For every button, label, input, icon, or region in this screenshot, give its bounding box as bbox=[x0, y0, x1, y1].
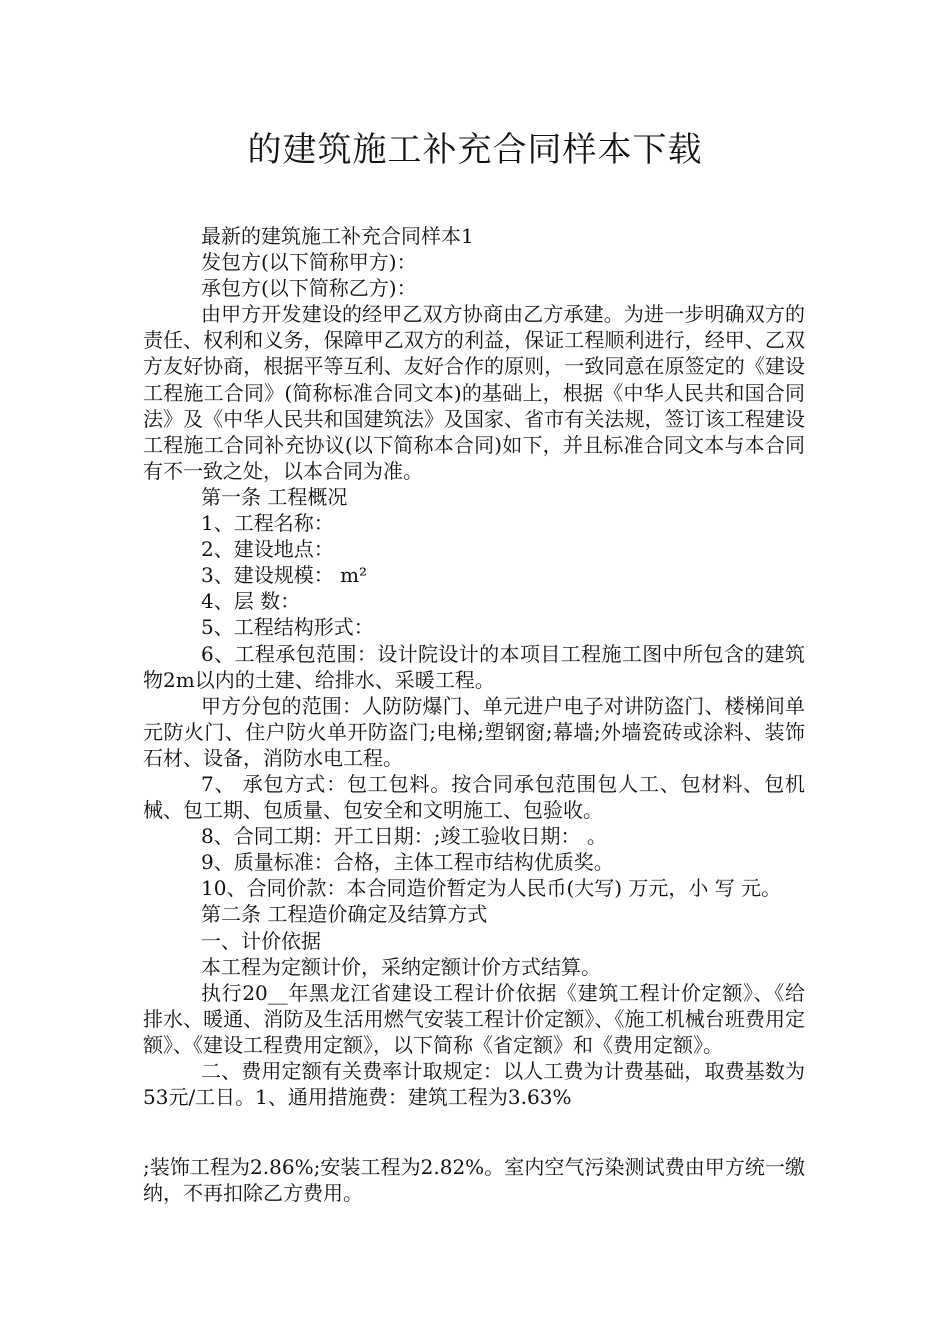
paragraph-item-4: 4、层 数： bbox=[201, 589, 301, 614]
paragraph-gap bbox=[143, 1110, 805, 1154]
paragraph-preamble: 由甲方开发建设的经甲乙双方协商由乙方承建。为进一步明确双方的责任、权利和义务，保障甲乙双方的利益，保证工程顺利进行，经甲、乙双方友好协商，根据平等互利、友好合作的原则，一致同意在原签定的《建设工程施工合同》(简称标准合同文本)的基础上，根据《中华人民共和国合同法》及《中华人民共和国建筑法》及国家、省市有关法规，签订该工程建设工程施工合同补充协议(以下简称本合同)如下，并且标准合同文本与本合同有不一致之处，以本合同为准。 bbox=[143, 302, 805, 483]
paragraph-party-b: 承包方(以下简称乙方)： bbox=[201, 276, 417, 301]
paragraph-item-9: 9、质量标准：合格，主体工程市结构优质奖。 bbox=[201, 850, 614, 875]
paragraph-item-7: 7、 承包方式：包工包料。按合同承包范围包人工、包材料、包机械、包工期、包质量、包安全和文明施工、包验收。 bbox=[143, 771, 805, 823]
paragraph-item-5: 5、工程结构形式： bbox=[201, 615, 374, 640]
paragraph-item-1: 1、工程名称： bbox=[201, 511, 334, 536]
paragraph-party-a: 发包方(以下简称甲方)： bbox=[201, 250, 417, 275]
paragraph-heading: 最新的建筑施工补充合同样本1 bbox=[201, 224, 474, 248]
paragraph-item-10: 10、合同价款：本合同造价暂定为人民币(大写) 万元，小 写 元。 bbox=[201, 876, 782, 901]
paragraph-item-8: 8、合同工期：开工日期：;竣工验收日期： 。 bbox=[201, 824, 607, 849]
document-title: 的建筑施工补充合同样本下载 bbox=[247, 130, 703, 170]
paragraph-article-2: 第二条 工程造价确定及结算方式 bbox=[201, 902, 488, 927]
paragraph-pricing-method: 本工程为定额计价，采纳定额计价方式结算。 bbox=[201, 954, 601, 979]
document-body bbox=[143, 223, 805, 1206]
paragraph-pricing-basis: 执行20__年黑龙江省建设工程计价依据《建筑工程计价定额》、《给排水、暖通、消防及生活用燃气安装工程计价定额》、《施工机械台班费用定额》、《建设工程费用定额》，以下简称《省定额》和《费用定额》。 bbox=[143, 980, 805, 1057]
paragraph-section-1: 一、计价依据 bbox=[201, 928, 321, 953]
paragraph-article-1: 第一条 工程概况 bbox=[201, 484, 348, 509]
paragraph-subcontract-scope: 甲方分包的范围：人防防爆门、单元进户电子对讲防盗门、楼梯间单元防火门、住户防火单开防盗门;电梯;塑钢窗;幕墙;外墙瓷砖或涂料、装饰石材、设备，消防水电工程。 bbox=[143, 693, 805, 770]
paragraph-continuation: ;装饰工程为2.86%;安装工程为2.82%。室内空气污染测试费由甲方统一缴纳，不再扣除乙方费用。 bbox=[143, 1155, 805, 1206]
paragraph-item-2: 2、建设地点： bbox=[201, 537, 334, 562]
paragraph-section-2: 二、费用定额有关费率计取规定：以人工费为计费基础，取费基数为53元/工日。1、通用措施费：建筑工程为3.63% bbox=[143, 1059, 805, 1110]
paragraph-item-6: 6、工程承包范围：设计院设计的本项目工程施工图中所包含的建筑物2m以内的土建、给排水、采暖工程。 bbox=[143, 641, 805, 692]
paragraph-item-3: 3、建设规模： m² bbox=[201, 563, 368, 588]
